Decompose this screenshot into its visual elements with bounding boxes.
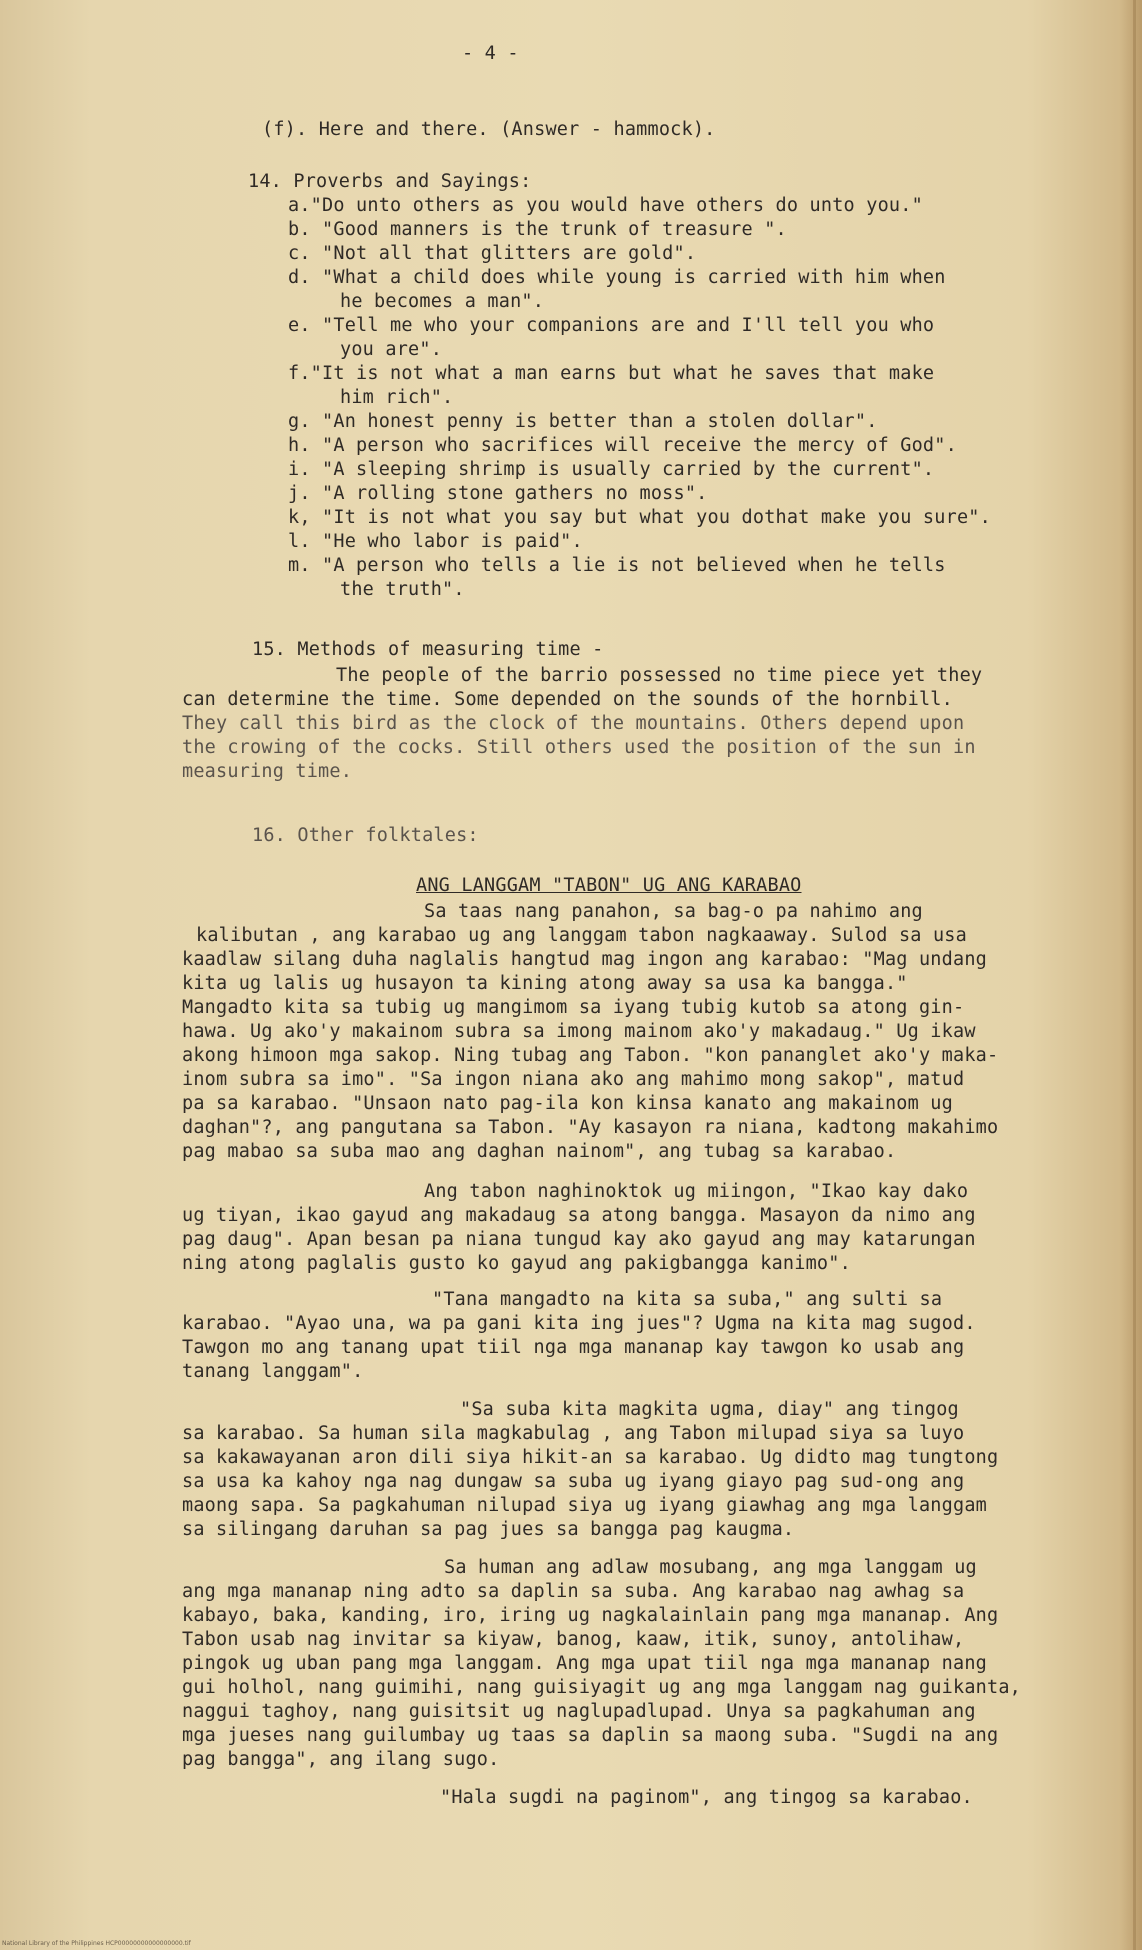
- folktale-line: Ang tabon naghinoktok ug miingon, "Ikao kay dako: [424, 1181, 969, 1202]
- time-paragraph-line: the crowing of the cocks. Still others used the position of the sun in: [182, 737, 976, 758]
- time-paragraph-line: The people of the barrio possessed no time piece yet they: [336, 665, 983, 686]
- folktale-line: naggui taghoy, nang guisitsit ug naglupadlupad. Unya sa pagkahuman ang: [182, 1701, 976, 1722]
- folktale-line: Tawgon mo ang tanang upat tiil nga mga mananap kay tawgon ko usab ang: [182, 1337, 965, 1358]
- section-16-heading: 16. Other folktales:: [252, 825, 479, 846]
- folktale-line: kabayo, baka, kanding, iro, iring ug nagkalainlain pang mga mananap. Ang: [182, 1605, 999, 1626]
- proverb-line: k, "It is not what you say but what you dothat make you sure".: [288, 507, 991, 528]
- folktale-line: "Hala sugdi na paginom", ang tingog sa karabao.: [440, 1787, 973, 1808]
- folktale-line: maong sapa. Sa pagkahuman nilupad siya ug iyang giawhag ang mga langgam: [182, 1495, 987, 1516]
- folktale-line: inom subra sa imo". "Sa ingon niana ako ang mahimo mong sakop", matud: [182, 1069, 965, 1090]
- folktale-line: sa karabao. Sa human sila magkabulag , ang Tabon milupad siya sa luyo: [182, 1423, 965, 1444]
- folktale-line: ning atong paglalis gusto ko gayud ang pakigbangga kanimo".: [182, 1253, 851, 1274]
- folktale-line: sa kakawayanan aron dili siya hikit-an sa karabao. Ug didto mag tungtong: [182, 1447, 999, 1468]
- proverb-line: l. "He who labor is paid".: [288, 531, 583, 552]
- folktale-line: ug tiyan, ikao gayud ang makadaug sa atong bangga. Masayon da nimo ang: [182, 1205, 976, 1226]
- folktale-line: pingok ug uban pang mga langgam. Ang mga upat tiil nga mga mananap nang: [182, 1653, 987, 1674]
- riddle-answer-line: (f). Here and there. (Answer - hammock).: [262, 119, 716, 140]
- folktale-line: pag mabao sa suba mao ang daghan nainom", ang tubag sa karabao.: [182, 1141, 897, 1162]
- proverb-line: d. "What a child does while young is carried with him when: [288, 267, 946, 288]
- folktale-line: akong himoon mga sakop. Ning tubag ang Tabon. "kon pananglet ako'y maka-: [182, 1045, 999, 1066]
- section-15-heading: 15. Methods of measuring time -: [252, 639, 604, 660]
- folktale-line: Mangadto kita sa tubig ug mangimom sa iyang tubig kutob sa atong gin-: [182, 997, 965, 1018]
- time-paragraph-line: They call this bird as the clock of the mountains. Others depend upon: [182, 713, 965, 734]
- folktale-line: Tabon usab nag invitar sa kiyaw, banog, kaaw, itik, sunoy, antolihaw,: [182, 1629, 965, 1650]
- proverb-line: a."Do unto others as you would have others do unto you.": [288, 195, 923, 216]
- proverb-line: h. "A person who sacrifices will receive the mercy of God".: [288, 435, 957, 456]
- page-number: - 4 -: [462, 43, 519, 64]
- proverb-line: f."It is not what a man earns but what he saves that make: [288, 363, 935, 384]
- folktale-line: ang mga mananap ning adto sa daplin sa suba. Ang karabao nag awhag sa: [182, 1581, 965, 1602]
- folktale-line: hawa. Ug ako'y makainom subra sa imong mainom ako'y makadaug." Ug ikaw: [182, 1021, 976, 1042]
- folktale-line: Sa taas nang panahon, sa bag-o pa nahimo ang: [424, 901, 923, 922]
- folktale-line: kita ug lalis ug husayon ta kining atong away sa usa ka bangga.": [182, 973, 908, 994]
- proverb-line: j. "A rolling stone gathers no moss".: [288, 483, 708, 504]
- proverb-line: b. "Good manners is the trunk of treasure ".: [288, 219, 787, 240]
- section-14-heading: 14. Proverbs and Sayings:: [248, 171, 532, 192]
- folktale-line: kalibutan , ang karabao ug ang langgam tabon nagkaaway. Sulod sa usa: [196, 925, 967, 946]
- folktale-line: Sa human ang adlaw mosubang, ang mga langgam ug: [444, 1557, 977, 1578]
- proverb-line: him rich".: [340, 387, 454, 408]
- folktale-line: tanang langgam".: [182, 1361, 364, 1382]
- proverb-line: you are".: [340, 339, 443, 360]
- proverb-line: e. "Tell me who your companions are and I'll tell you who: [288, 315, 935, 336]
- proverb-line: he becomes a man".: [340, 291, 545, 312]
- time-paragraph-line: measuring time.: [182, 761, 353, 782]
- folktale-line: mga jueses nang guilumbay ug taas sa daplin sa maong suba. "Sugdi na ang: [182, 1725, 999, 1746]
- folktale-line: karabao. "Ayao una, wa pa gani kita ing jues"? Ugma na kita mag sugod.: [182, 1313, 976, 1334]
- folktale-line: kaadlaw silang duha naglalis hangtud mag ingon ang karabao: "Mag undang: [182, 949, 987, 970]
- archive-footer-caption: National Library of the Philippines HCP00000000000000000.tif: [2, 1940, 191, 1947]
- proverb-line: the truth".: [340, 579, 465, 600]
- proverb-line: m. "A person who tells a lie is not believed when he tells: [288, 555, 946, 576]
- folktale-line: sa usa ka kahoy nga nag dungaw sa suba ug iyang giayo pag sud-ong ang: [182, 1471, 965, 1492]
- folktale-title: ANG LANGGAM "TABON" UG ANG KARABAO: [416, 875, 802, 896]
- folktale-line: pag bangga", ang ilang sugo.: [182, 1749, 500, 1770]
- folktale-line: gui holhol, nang guimihi, nang guisiyagit ug ang mga langgam nag guikanta,: [182, 1677, 1022, 1698]
- folktale-line: sa silingang daruhan sa pag jues sa bangga pag kaugma.: [182, 1519, 795, 1540]
- folktale-line: "Sa suba kita magkita ugma, diay" ang tingog: [460, 1399, 959, 1420]
- proverb-line: c. "Not all that glitters are gold".: [288, 243, 697, 264]
- proverb-line: g. "An honest penny is better than a stolen dollar".: [288, 411, 878, 432]
- proverb-line: i. "A sleeping shrimp is usually carried by the current".: [288, 459, 935, 480]
- folktale-line: pa sa karabao. "Unsaon nato pag-ila kon kinsa kanato ang makainom ug: [182, 1093, 953, 1114]
- folktale-line: "Tana mangadto na kita sa suba," ang sulti sa: [432, 1289, 943, 1310]
- time-paragraph-line: can determine the time. Some depended on the sounds of the hornbill.: [182, 689, 953, 710]
- folktale-line: pag daug". Apan besan pa niana tungud kay ako gayud ang may katarungan: [182, 1229, 976, 1250]
- folktale-line: daghan"?, ang pangutana sa Tabon. "Ay kasayon ra niana, kadtong makahimo: [182, 1117, 999, 1138]
